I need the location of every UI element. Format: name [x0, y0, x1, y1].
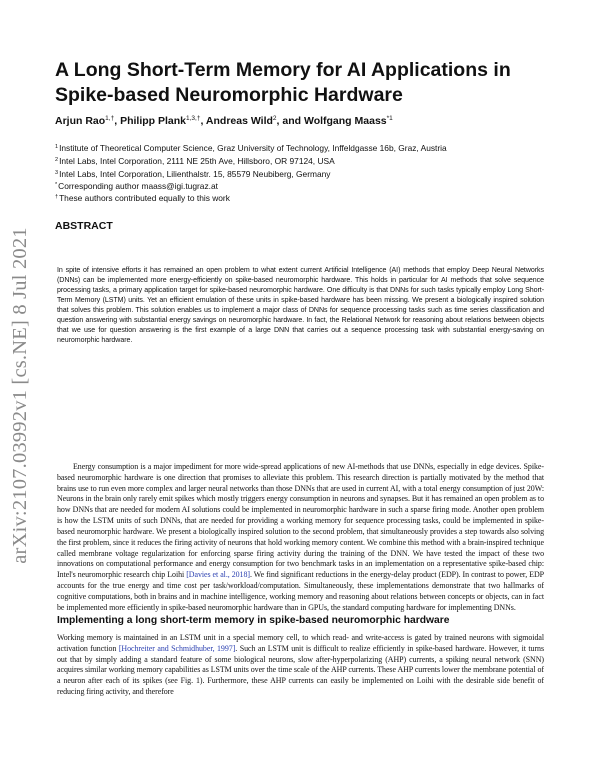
- citation-link[interactable]: [Hochreiter and Schmidhuber, 1997]: [118, 643, 236, 653]
- abstract-heading: ABSTRACT: [55, 220, 113, 232]
- author-separator: ,: [200, 115, 206, 127]
- author-affiliation-mark: 2: [272, 115, 277, 122]
- corresponding-author-note: [55, 180, 565, 191]
- author-name: Andreas Wild: [205, 115, 273, 127]
- affiliation-text: Intel Labs, Intel Corporation, Lilienthalstr. 15, 85579 Neubiberg, Germany: [59, 169, 331, 179]
- author-list: [55, 115, 555, 127]
- affiliation-text: These authors contributed equally to this work: [59, 193, 230, 203]
- affiliation-mark: 2: [55, 157, 59, 163]
- section-heading: Implementing a long short-term memory in spike-based neuromorphic hardware: [57, 615, 450, 626]
- author-separator: , and: [276, 115, 304, 127]
- affiliation-mark: †: [55, 194, 59, 200]
- author-affiliation-mark: *1: [386, 115, 393, 122]
- affiliation-text: Institute of Theoretical Computer Science, Graz University of Technology, Inffeldgasse 16b, Graz, Austria: [59, 143, 447, 153]
- section-paragraph: [57, 633, 544, 698]
- abstract-paragraph: In spite of intensive efforts it has remained an open problem to what extent current Artificial Intelligence (AI) methods that employ Deep Neural Networks (DNNs) can be implemented more energy-efficiently on spike-based neuromorphic hardware. This holds in particular for AI methods that solve sequence processing tasks, a primary application target for spike-based neuromorphic hardware. One difficulty is that DNNs for such tasks typically employ Long Short-Term Memory (LSTM) units. Yet an efficient emulation of these units in spike-based hardware has been missing. We present a biologically inspired solution that solves this problem. This solution enables us to implement a major class of DNNs for sequence processing tasks such as time series classification and question answering with substantial energy savings on neuromorphic hardware. In fact, the Relational Network for reasoning about relations between objects that we use for question answering is the first example of a large DNN that carries out a sequence processing task with substantial energy-saving on neuromorphic hardware.: [57, 267, 544, 344]
- affiliation-line: [55, 168, 565, 179]
- arxiv-identifier: [2, 200, 38, 590]
- affiliation-line: [55, 142, 565, 153]
- author-name: Philipp Plank: [120, 115, 186, 127]
- author-name: Arjun Rao: [55, 115, 106, 127]
- affiliation-mark: 1: [55, 144, 59, 150]
- affiliation-mark: *: [55, 182, 58, 188]
- citation-link[interactable]: [Davies et al., 2018]: [186, 570, 250, 580]
- affiliation-line: [55, 155, 565, 166]
- author-affiliation-mark: 1,†: [105, 115, 115, 122]
- author-separator: ,: [114, 115, 121, 127]
- intro-text: . We find significant reductions in the energy-delay product (EDP). In contrast to power, EDP accounts for the true energy and time cost per task/workload/computation. Simultaneously, these implementations demonstrate that two hallmarks of cognitive computations, both in brains and in machine intelligence, working memory and reasoning about relations between concepts or objects, can in fact be implemented more efficiently in spike-based neuromorphic hardware than in GPUs, the standard computing hardware for implementing DNNs.: [57, 570, 544, 612]
- affiliation-mark: 3: [55, 170, 59, 176]
- equal-contribution-note: [55, 192, 565, 203]
- arxiv-identifier-text: arXiv:2107.03992v1 [cs.NE] 8 Jul 2021: [8, 226, 31, 564]
- paper-title: A Long Short-Term Memory for AI Applications in Spike-based Neuromorphic Hardware: [55, 59, 511, 106]
- affiliation-text: Corresponding author maass@igi.tugraz.at: [58, 181, 218, 191]
- intro-text: Energy consumption is a major impediment for more wide-spread applications of new AI-methods that use DNNs, especially in edge devices. Spike-based neuromorphic hardware is one direction that promises to alleviate this problem. This research direction is partially motivated by the method that brains use to run even more complex and larger neural networks than those DNNs that are used in current AI, with a total energy consumption of just 20W: Neurons in the brain only rarely emit spikes which mostly triggers energy consumption in neurons and synapses. But it has remained an open problem as to how DNNs that are needed for modern AI solutions could be implemented in neuromorphic hardware in such a sparse firing mode. Another open problem is how the LSTM units of such DNNs, that are needed for providing a working memory for sequence processing tasks, could be implemented in spike-based neuromorphic hardware. We present a biologically inspired solution to the second problem, that simultaneously provides a step towards also solving the first problem, since it reduces the firing activity of neurons that hold working memory content. We combine this method with a brain-inspired technique called membrane voltage regularization for enforcing sparse firing activity during the training of the DNN. We have tested the impact of these two innovations on computational performance and energy consumption for two benchmark tasks in an implementation on a representative spike-based chip: Intel's neuromorphic research chip Loihi: [57, 462, 544, 580]
- affiliation-text: Intel Labs, Intel Corporation, 2111 NE 25th Ave, Hillsboro, OR 97124, USA: [59, 156, 335, 166]
- section-text: Working memory is maintained in an LSTM unit in a special memory cell, to which read- and write-access is gated by trained neurons with sigmoidal activation function: [57, 633, 544, 653]
- author-name: Wolfgang Maass: [303, 115, 387, 127]
- intro-paragraph: [57, 462, 544, 614]
- section-text: . Such an LSTM unit is difficult to realize efficiently in spike-based hardware. However, it turns out that by simply adding a standard feature of some biological neurons, slow after-hyperpolarizing (AHP) currents, a spiking neural network (SNN) acquires similar working memory capabilities as LSTM units over the time scale of the AHP currents. These AHP currents lower the membrane potential of a neuron after each of its spikes (see Fig. 1). Furthermore, these AHP currents can easily be implemented on Loihi with the desirable side benefit of reducing firing activity, and therefore: [57, 643, 545, 697]
- author-affiliation-mark: 1,3,†: [186, 115, 201, 122]
